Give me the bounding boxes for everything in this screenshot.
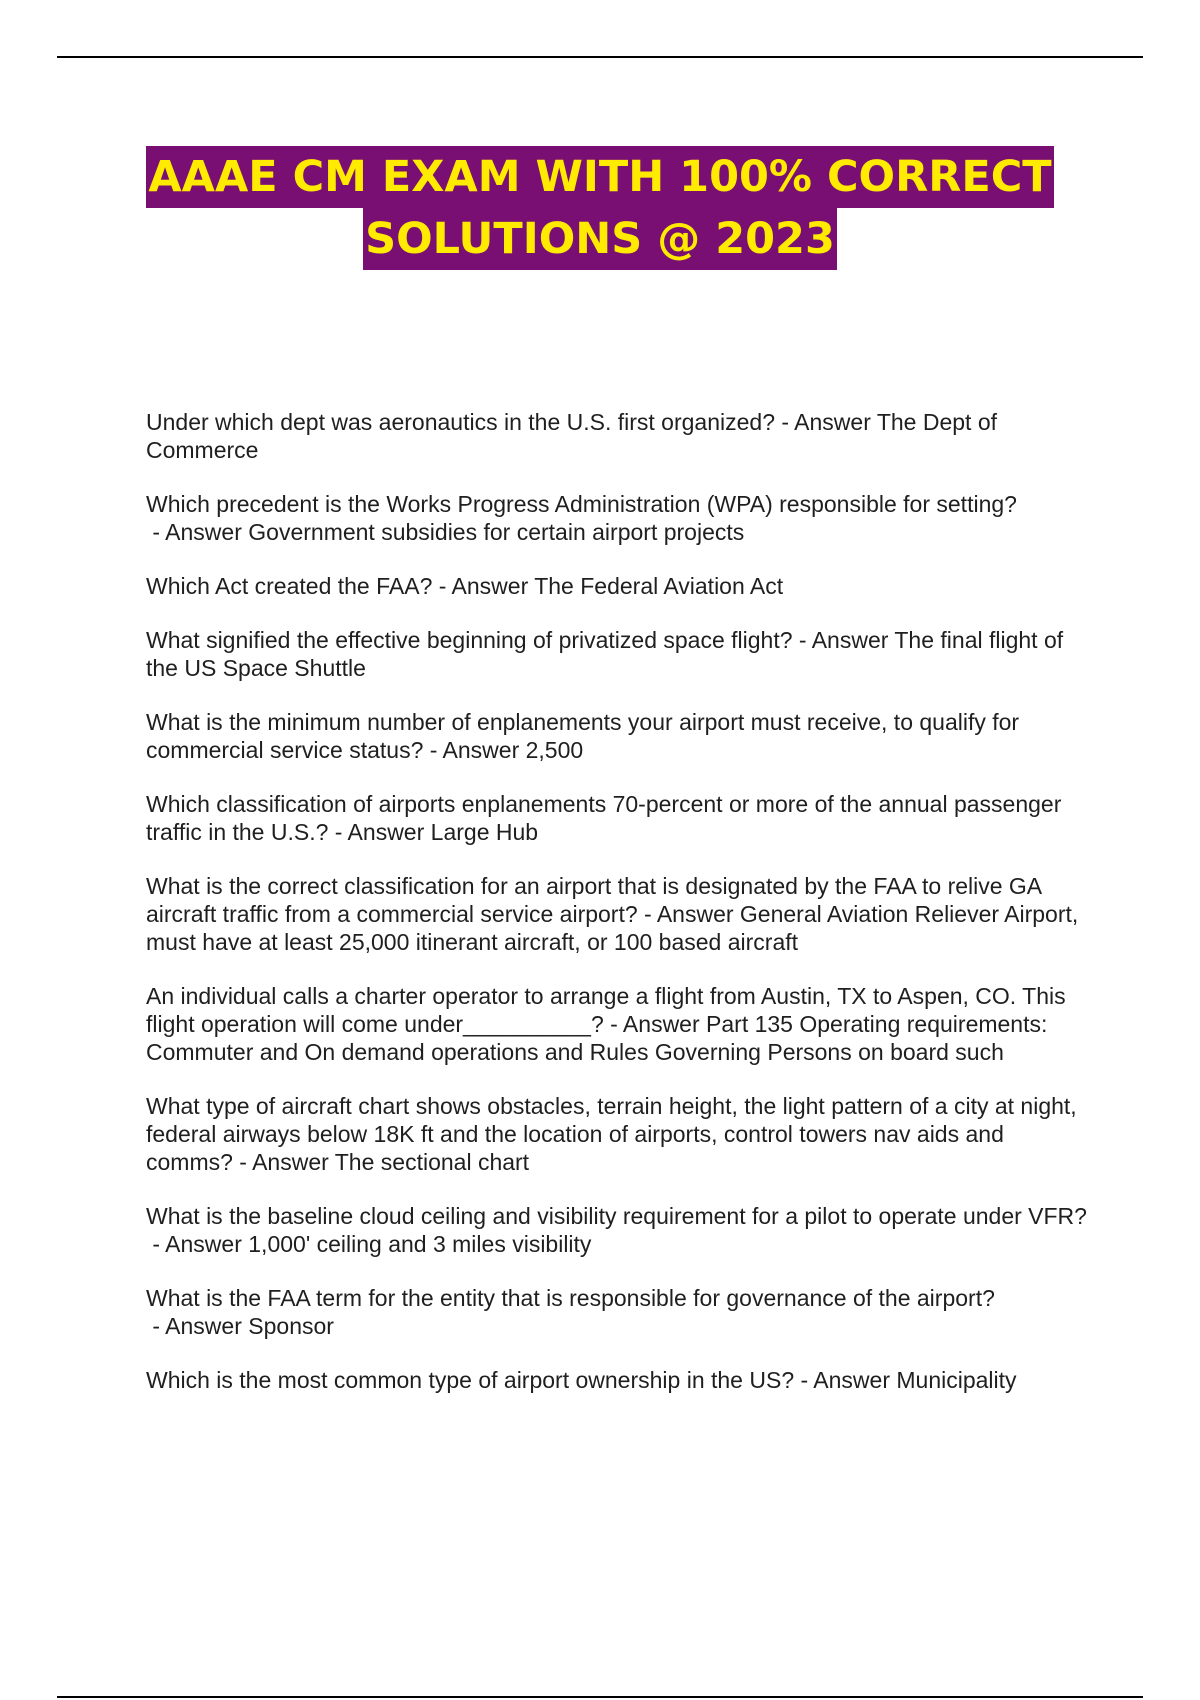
question-text: What is the baseline cloud ceiling and visibility requirement for a pilot to operate under VFR? (146, 1203, 1087, 1229)
answer-separator: - Answer (792, 627, 895, 653)
answer-separator: - Answer (328, 819, 431, 845)
qa-item (146, 1366, 1096, 1394)
answer-separator: - Answer (432, 573, 535, 599)
qa-item (146, 1092, 1096, 1176)
answer-text: The final flight of the US Space Shuttle (146, 627, 1064, 681)
qa-item (146, 408, 1096, 464)
question-text: Which is the most common type of airport ownership in the US? (146, 1367, 795, 1393)
answer-text: 1,000' ceiling and 3 miles visibility (248, 1231, 592, 1257)
title-line-2: SOLUTIONS @ 2023 (363, 208, 837, 270)
question-text: What is the FAA term for the entity that is responsible for governance of the airport? (146, 1285, 995, 1311)
question-text: An individual calls a charter operator to arrange a flight from Austin, TX to Aspen, CO. This flight operation will come under__________? (146, 983, 1066, 1037)
bottom-rule (57, 1696, 1143, 1698)
answer-separator: - Answer (146, 1231, 249, 1257)
qa-item (146, 982, 1096, 1066)
answer-text: The sectional chart (334, 1149, 530, 1175)
answer-separator: - Answer (232, 1149, 335, 1175)
answer-separator: - Answer (146, 519, 249, 545)
question-text: Under which dept was aeronautics in the U.S. first organized? (146, 409, 775, 435)
answer-separator: - Answer (423, 737, 526, 763)
question-text: What type of aircraft chart shows obstacles, terrain height, the light pattern of a city at night, federal airways below 18K ft and the location of airports, control towers nav aids and comms? (146, 1093, 1077, 1175)
qa-item (146, 1202, 1096, 1258)
qa-item (146, 708, 1096, 764)
qa-item (146, 872, 1096, 956)
question-text: Which precedent is the Works Progress Administration (WPA) responsible for setting? (146, 491, 1017, 517)
question-answer-list (146, 408, 1096, 1420)
answer-text: Part 135 Operating requirements: Commuter and On demand operations and Rules Governing Persons on board such (146, 1011, 1048, 1065)
answer-text: Sponsor (248, 1313, 334, 1339)
answer-text: 2,500 (525, 737, 584, 763)
question-text: What is the minimum number of enplanements your airport must receive, to qualify for commercial service status? (146, 709, 1020, 763)
answer-separator: - Answer (146, 1313, 249, 1339)
question-text: What signified the effective beginning of privatized space flight? (146, 627, 793, 653)
answer-text: The Federal Aviation Act (534, 573, 784, 599)
question-text: What is the correct classification for an airport that is designated by the FAA to relive GA aircraft traffic from a commercial service airport? (146, 873, 1041, 927)
qa-item (146, 790, 1096, 846)
qa-item (146, 572, 1096, 600)
answer-text: Large Hub (430, 819, 539, 845)
answer-separator: - Answer (637, 901, 740, 927)
answer-text: The Dept of Commerce (146, 409, 998, 463)
answer-text: General Aviation Reliever Airport, must have at least 25,000 itinerant aircraft, or 100 based aircraft (146, 901, 1079, 955)
title-line-1: AAAE CM EXAM WITH 100% CORRECT (146, 146, 1053, 208)
qa-item (146, 626, 1096, 682)
top-rule (57, 56, 1143, 58)
question-text: Which classification of airports enplanements 70-percent or more of the annual passenger traffic in the U.S.? (146, 791, 1062, 845)
document-title (60, 146, 1140, 270)
answer-separator: - Answer (603, 1011, 707, 1037)
answer-text: Municipality (896, 1367, 1017, 1393)
answer-text: Government subsidies for certain airport projects (248, 519, 745, 545)
answer-separator: - Answer (794, 1367, 897, 1393)
answer-separator: - Answer (775, 409, 877, 435)
qa-item (146, 1284, 1096, 1340)
qa-item (146, 490, 1096, 546)
question-text: Which Act created the FAA? (146, 573, 433, 599)
